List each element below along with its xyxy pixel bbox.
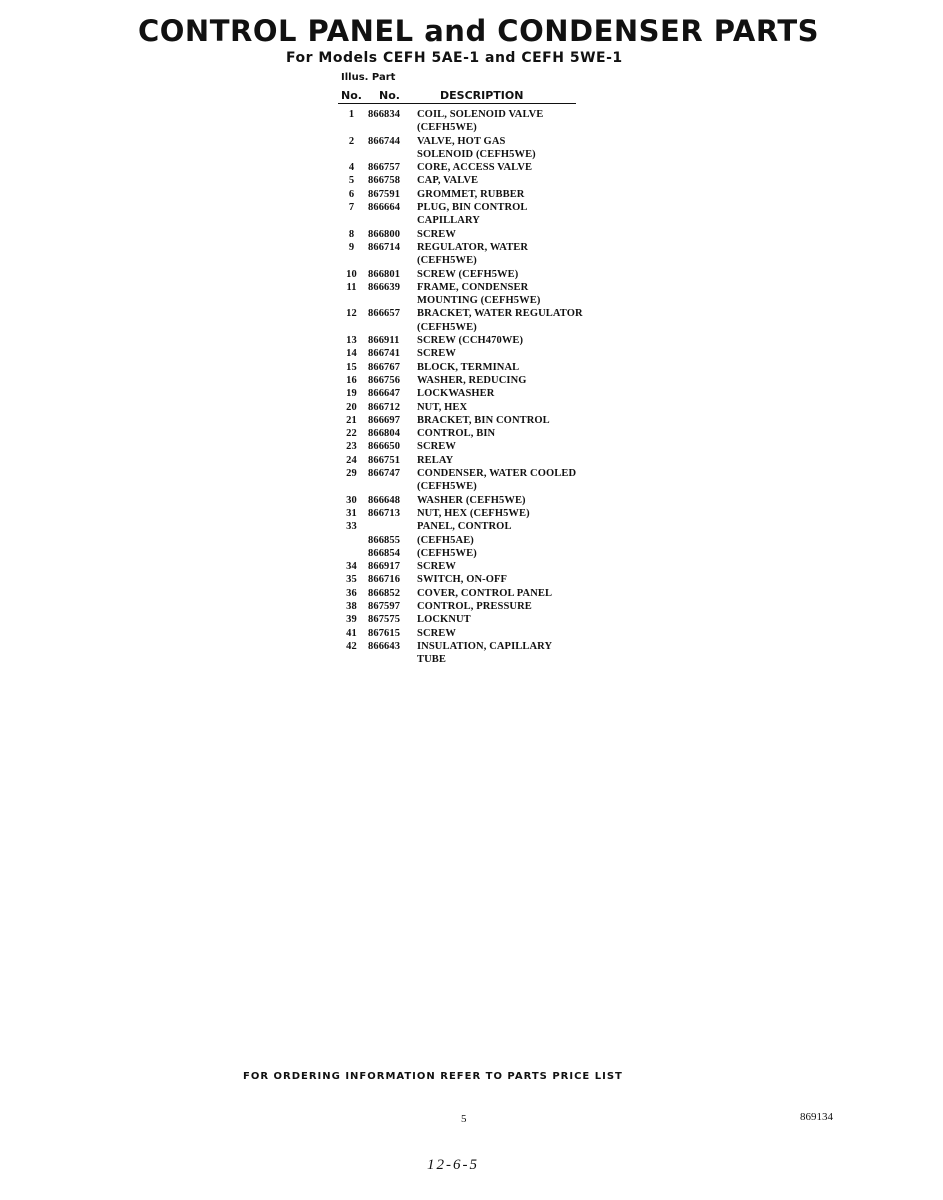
part-no-cell: 866757 <box>368 162 401 174</box>
illus-no-cell <box>335 534 368 547</box>
part-no-cell <box>368 520 417 533</box>
description-cell: SCREW <box>417 228 457 240</box>
description-cell: (CEFH5WE) <box>417 255 477 267</box>
description-cell: WASHER (CEFH5WE) <box>417 494 526 506</box>
table-row <box>335 334 583 347</box>
part-no-cell: 866917 <box>368 561 401 573</box>
ordering-note: FOR ORDERING INFORMATION REFER TO PARTS PRICE LIST <box>243 1071 623 1082</box>
description-cell: SCREW (CCH470WE) <box>417 335 524 347</box>
parts-list <box>335 108 583 666</box>
description-cell: FRAME, CONDENSER <box>417 281 529 293</box>
part-no-cell: 866758 <box>368 175 401 187</box>
part-no-cell <box>368 148 417 161</box>
illus-no-cell: 21 <box>346 414 357 426</box>
part-no-cell <box>368 214 417 227</box>
illus-no-cell: 19 <box>346 388 357 400</box>
description-cell: WASHER, REDUCING <box>417 374 527 386</box>
part-no-cell <box>368 294 417 307</box>
description-cell: VALVE, HOT GAS <box>417 135 506 147</box>
description-cell: (CEFH5AE) <box>417 534 474 546</box>
illus-no-cell <box>335 321 368 334</box>
table-row <box>335 347 583 360</box>
table-row <box>335 228 583 241</box>
table-header-top: Illus. Part <box>341 72 396 83</box>
part-no-cell: 866852 <box>368 587 401 599</box>
illus-no-cell: 30 <box>346 494 357 506</box>
part-no-cell: 866697 <box>368 414 401 426</box>
description-cell: (CEFH5WE) <box>417 547 477 559</box>
table-row <box>335 613 583 626</box>
table-row <box>335 573 583 586</box>
part-no-cell: 867591 <box>368 188 401 200</box>
table-row <box>335 135 583 148</box>
description-cell: BLOCK, TERMINAL <box>417 361 520 373</box>
illus-no-cell: 1 <box>348 109 355 120</box>
description-cell: NUT, HEX (CEFH5WE) <box>417 507 530 519</box>
document-number: 869134 <box>800 1111 833 1123</box>
description-cell: SWITCH, ON-OFF <box>417 574 508 586</box>
header-rule <box>338 103 576 104</box>
illus-no-cell <box>335 254 368 267</box>
table-row <box>335 121 583 134</box>
part-no-cell: 866767 <box>368 361 401 373</box>
illus-no-cell <box>335 653 368 666</box>
description-cell: REGULATOR, WATER <box>417 241 529 253</box>
table-row <box>335 414 583 427</box>
table-row <box>335 427 583 440</box>
column-header-illus-no: No. <box>341 89 362 102</box>
description-cell: COVER, CONTROL PANEL <box>417 587 553 599</box>
illus-no-cell: 16 <box>346 374 357 386</box>
illus-no-cell <box>335 480 368 493</box>
illus-no-cell: 29 <box>346 468 357 480</box>
illus-no-cell: 39 <box>346 614 357 626</box>
illus-no-cell: 38 <box>346 600 357 612</box>
illus-no-cell: 11 <box>346 281 357 293</box>
table-row <box>335 507 583 520</box>
table-row <box>335 440 583 453</box>
column-header-part-no: No. <box>379 89 400 102</box>
part-no-cell: 866664 <box>368 202 401 214</box>
description-cell: CONDENSER, WATER COOLED <box>417 468 577 480</box>
part-no-cell: 866714 <box>368 241 401 253</box>
description-cell: LOCKWASHER <box>417 388 495 400</box>
table-row <box>335 534 583 547</box>
description-cell: PANEL, CONTROL <box>417 521 512 533</box>
table-row <box>335 294 583 307</box>
description-cell: RELAY <box>417 454 454 466</box>
description-cell: GROMMET, RUBBER <box>417 188 525 200</box>
illus-no-cell: 6 <box>348 188 355 200</box>
table-row <box>335 201 583 214</box>
part-no-cell <box>368 254 417 267</box>
description-cell: CORE, ACCESS VALVE <box>417 162 533 174</box>
part-no-cell: 866648 <box>368 494 401 506</box>
table-row <box>335 653 583 666</box>
illus-no-cell <box>335 148 368 161</box>
part-no-cell: 866713 <box>368 507 401 519</box>
part-no-cell: 866639 <box>368 281 401 293</box>
description-cell: SCREW <box>417 561 457 573</box>
page-title: CONTROL PANEL and CONDENSER PARTS <box>138 14 820 48</box>
illus-no-cell: 42 <box>346 640 357 652</box>
part-no-cell: 866657 <box>368 308 401 320</box>
table-row <box>335 174 583 187</box>
table-row <box>335 587 583 600</box>
description-cell: LOCKNUT <box>417 614 471 626</box>
part-no-cell <box>368 321 417 334</box>
description-cell: CAPILLARY <box>417 215 480 227</box>
illus-no-cell <box>335 214 368 227</box>
description-cell: INSULATION, CAPILLARY <box>417 640 553 652</box>
table-row <box>335 401 583 414</box>
illus-no-cell: 34 <box>346 561 357 573</box>
description-cell: TUBE <box>417 654 446 666</box>
table-row <box>335 321 583 334</box>
description-cell: MOUNTING (CEFH5WE) <box>417 295 541 307</box>
illus-no-cell: 33 <box>346 521 357 533</box>
part-no-cell: 866854 <box>368 547 401 559</box>
table-row <box>335 454 583 467</box>
table-row <box>335 148 583 161</box>
description-cell: SCREW <box>417 627 457 639</box>
table-row <box>335 281 583 294</box>
table-row <box>335 494 583 507</box>
illus-no-cell: 9 <box>348 241 355 253</box>
illus-no-cell: 12 <box>346 308 357 320</box>
description-cell: CONTROL, PRESSURE <box>417 600 532 612</box>
table-row <box>335 387 583 400</box>
table-row <box>335 547 583 560</box>
table-row <box>335 374 583 387</box>
illus-no-cell: 24 <box>346 454 357 466</box>
description-cell: NUT, HEX <box>417 401 468 413</box>
handwritten-note: 12-6-5 <box>427 1157 479 1173</box>
table-row <box>335 268 583 281</box>
illus-no-cell <box>335 547 368 560</box>
part-no-cell: 867615 <box>368 627 401 639</box>
table-row <box>335 467 583 480</box>
illus-no-cell: 23 <box>346 441 357 453</box>
part-no-cell: 867597 <box>368 600 401 612</box>
description-cell: COIL, SOLENOID VALVE <box>417 109 544 120</box>
illus-no-cell: 13 <box>346 335 357 347</box>
table-row <box>335 560 583 573</box>
description-cell: PLUG, BIN CONTROL <box>417 202 528 214</box>
table-row <box>335 108 583 121</box>
part-no-cell: 866855 <box>368 534 401 546</box>
illus-no-cell: 4 <box>348 162 355 174</box>
description-cell: BRACKET, WATER REGULATOR <box>417 308 583 320</box>
page-number: 5 <box>461 1113 467 1125</box>
table-row <box>335 520 583 533</box>
part-no-cell: 866647 <box>368 388 401 400</box>
part-no-cell: 866751 <box>368 454 401 466</box>
illus-no-cell: 41 <box>346 627 357 639</box>
description-cell: CONTROL, BIN <box>417 428 496 440</box>
part-no-cell <box>368 121 417 134</box>
part-no-cell: 866643 <box>368 640 401 652</box>
part-no-cell: 866804 <box>368 428 401 440</box>
illus-no-cell: 36 <box>346 587 357 599</box>
part-no-cell <box>368 653 417 666</box>
part-no-cell: 866744 <box>368 135 401 147</box>
part-no-cell: 866756 <box>368 374 401 386</box>
part-no-cell: 866747 <box>368 468 401 480</box>
illus-no-cell: 15 <box>346 361 357 373</box>
illus-no-cell: 5 <box>348 175 355 187</box>
table-row <box>335 188 583 201</box>
part-no-cell: 866834 <box>368 109 401 120</box>
description-cell: CAP, VALVE <box>417 175 479 187</box>
part-no-cell: 867575 <box>368 614 401 626</box>
illus-no-cell <box>335 121 368 134</box>
table-row <box>335 600 583 613</box>
illus-no-cell: 10 <box>346 268 357 280</box>
illus-no-cell: 20 <box>346 401 357 413</box>
description-cell: (CEFH5WE) <box>417 481 477 493</box>
illus-no-cell: 8 <box>348 228 355 240</box>
illus-no-cell: 35 <box>346 574 357 586</box>
part-no-cell: 866741 <box>368 348 401 360</box>
table-row <box>335 254 583 267</box>
table-row <box>335 480 583 493</box>
column-header-description: DESCRIPTION <box>440 89 524 102</box>
illus-no-cell: 31 <box>346 507 357 519</box>
description-cell: SCREW (CEFH5WE) <box>417 268 519 280</box>
part-no-cell: 866800 <box>368 228 401 240</box>
part-no-cell <box>368 480 417 493</box>
table-row <box>335 361 583 374</box>
table-row <box>335 214 583 227</box>
illus-no-cell: 7 <box>348 202 355 214</box>
table-row <box>335 627 583 640</box>
description-cell: SOLENOID (CEFH5WE) <box>417 148 536 160</box>
description-cell: (CEFH5WE) <box>417 122 477 134</box>
description-cell: SCREW <box>417 348 457 360</box>
illus-no-cell: 14 <box>346 348 357 360</box>
part-no-cell: 866801 <box>368 268 401 280</box>
table-row <box>335 241 583 254</box>
description-cell: SCREW <box>417 441 457 453</box>
part-no-cell: 866712 <box>368 401 401 413</box>
part-no-cell: 866911 <box>368 335 400 347</box>
table-row <box>335 307 583 320</box>
part-no-cell: 866716 <box>368 574 401 586</box>
description-cell: (CEFH5WE) <box>417 321 477 333</box>
illus-no-cell: 2 <box>348 135 355 147</box>
part-no-cell: 866650 <box>368 441 401 453</box>
table-row <box>335 161 583 174</box>
illus-no-cell <box>335 294 368 307</box>
table-row <box>335 640 583 653</box>
illus-no-cell: 22 <box>346 428 357 440</box>
page-subtitle: For Models CEFH 5AE-1 and CEFH 5WE-1 <box>286 50 623 66</box>
description-cell: BRACKET, BIN CONTROL <box>417 414 550 426</box>
